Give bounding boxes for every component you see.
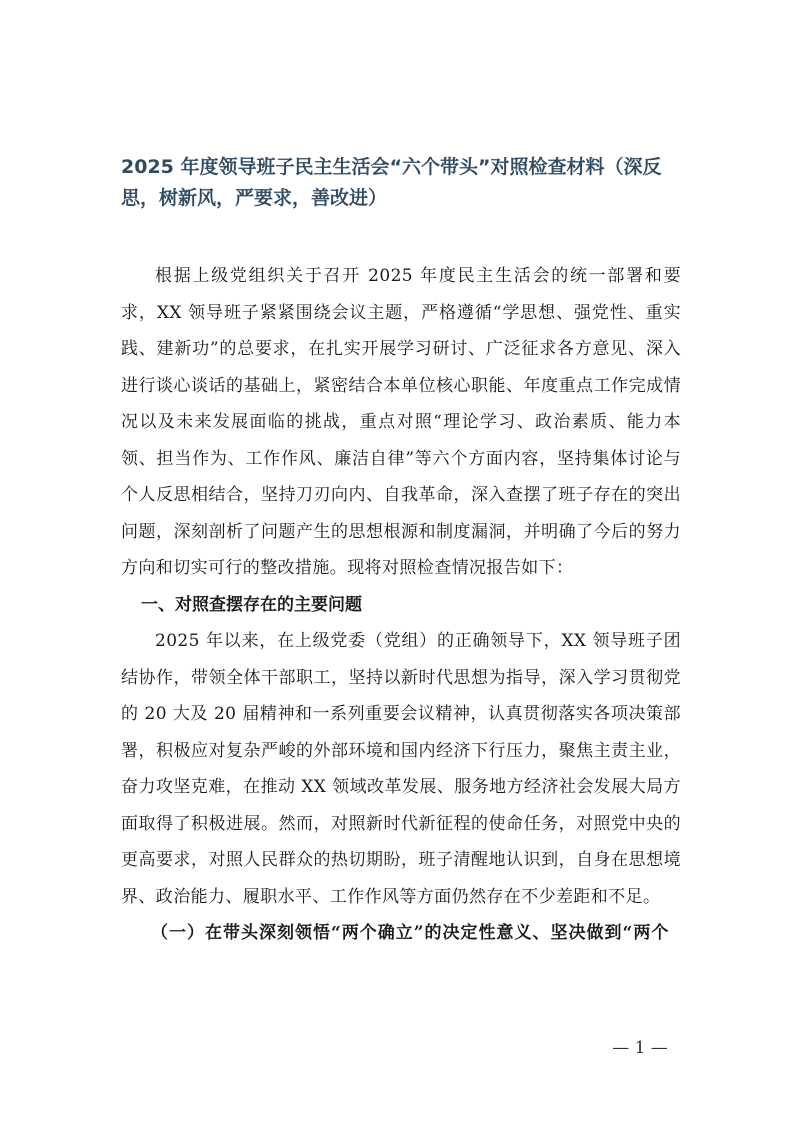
document-body — [121, 258, 681, 952]
subsection-heading: （一）在带头深刻领悟“两个确立”的决定性意义、坚决做到“两个 — [151, 923, 670, 943]
page-number: — 1 — — [612, 1038, 668, 1058]
document-title: 2025 年度领导班子民主生活会“六个带头”对照检查材料（深反思，树新风，严要求，善改进） — [121, 156, 662, 209]
intro-paragraph: 根据上级党组织关于召开 2025 年度民主生活会的统一部署和要求，XX 领导班子紧紧围绕会议主题，严格遵循“学思想、强党性、重实践、建新功”的总要求，在扎实开展学习研讨、广泛征求各方意见、深入进行谈心谈话的基础上，紧密结合本单位核心职能、年度重点工作完成情况以及未来发展面临的挑战，重点对照“理论学习、政治素质、能力本领、担当作为、工作作风、廉洁自律”等六个方面内容，坚持集体讨论与个人反思相结合，坚持刀刃向内、自我革命，深入查摆了班子存在的突出问题，深刻剖析了问题产生的思想根源和制度漏洞，并明确了今后的努力方向和切实可行的整改措施。现将对照检查情况报告如下： — [121, 266, 681, 578]
section-heading: 一、对照查摆存在的主要问题 — [141, 594, 362, 615]
section-paragraph: 2025 年以来，在上级党委（党组）的正确领导下，XX 领导班子团结协作，带领全体干部职工，坚持以新时代思想为指导，深入学习贯彻党的 20 大及 20 届精神和一系列重要会议精神，认真贯彻落实各项决策部署，积极应对复杂严峻的外部环境和国内经济下行压力，聚焦主责主业，奋力攻坚克难，在推动 XX 领域改革发展、服务地方经济社会发展大局方面取得了积极进展。然而，对照新时代新征程的使命任务，对照党中央的更高要求，对照人民群众的热切期盼，班子清醒地认识到，自身在思想境界、政治能力、履职水平、工作作风等方面仍然存在不少差距和不足。 — [121, 631, 681, 907]
